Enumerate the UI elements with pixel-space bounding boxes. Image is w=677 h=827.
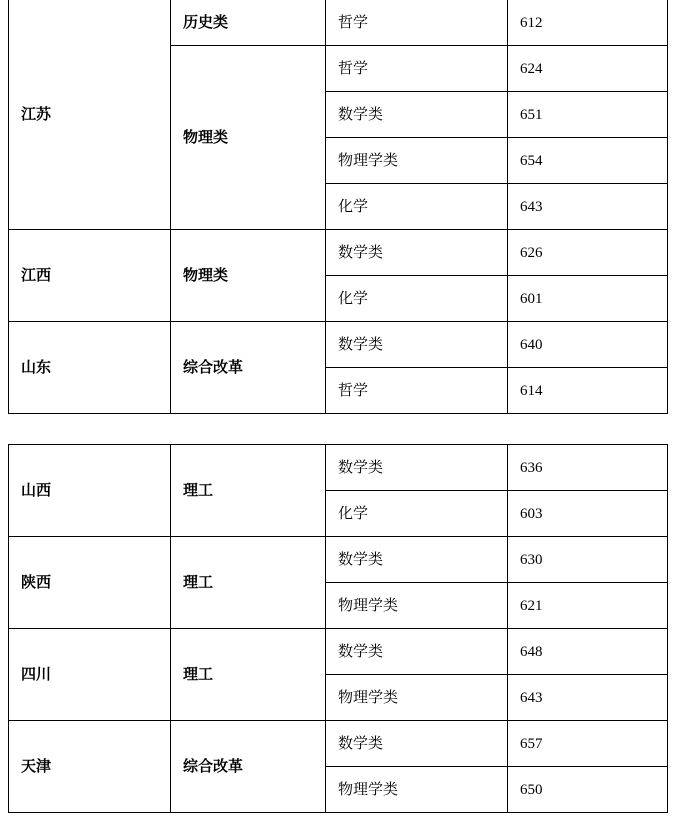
score-cell: 643	[508, 675, 668, 721]
province-cell: 江西	[9, 230, 171, 322]
table-row	[9, 322, 668, 368]
table-row	[9, 445, 668, 491]
score-cell: 651	[508, 92, 668, 138]
province-cell: 天津	[9, 721, 171, 813]
major-cell: 化学	[326, 184, 508, 230]
score-cell: 612	[508, 0, 668, 46]
major-cell: 物理学类	[326, 767, 508, 813]
province-cell: 江苏	[9, 0, 171, 230]
category-cell: 物理类	[171, 230, 326, 322]
score-cell: 601	[508, 276, 668, 322]
major-cell: 化学	[326, 491, 508, 537]
province-cell: 山西	[9, 445, 171, 537]
major-cell: 数学类	[326, 322, 508, 368]
major-cell: 数学类	[326, 537, 508, 583]
major-cell: 数学类	[326, 230, 508, 276]
score-cell: 626	[508, 230, 668, 276]
major-cell: 哲学	[326, 368, 508, 414]
score-table-top	[8, 0, 668, 414]
score-cell: 621	[508, 583, 668, 629]
major-cell: 哲学	[326, 0, 508, 46]
major-cell: 化学	[326, 276, 508, 322]
category-cell: 综合改革	[171, 322, 326, 414]
table-row	[9, 230, 668, 276]
province-cell: 山东	[9, 322, 171, 414]
score-cell: 643	[508, 184, 668, 230]
category-cell: 物理类	[171, 46, 326, 230]
table-row	[9, 0, 668, 46]
score-cell: 654	[508, 138, 668, 184]
table-row	[9, 629, 668, 675]
major-cell: 哲学	[326, 46, 508, 92]
score-cell: 614	[508, 368, 668, 414]
score-cell: 630	[508, 537, 668, 583]
province-cell: 四川	[9, 629, 171, 721]
province-cell: 陕西	[9, 537, 171, 629]
score-cell: 648	[508, 629, 668, 675]
category-cell: 综合改革	[171, 721, 326, 813]
score-cell: 640	[508, 322, 668, 368]
major-cell: 数学类	[326, 721, 508, 767]
major-cell: 物理学类	[326, 583, 508, 629]
score-table-bottom	[8, 444, 668, 813]
table-gap	[0, 414, 677, 444]
table-row	[9, 721, 668, 767]
score-cell: 624	[508, 46, 668, 92]
major-cell: 物理学类	[326, 675, 508, 721]
category-cell: 历史类	[171, 0, 326, 46]
score-cell: 650	[508, 767, 668, 813]
major-cell: 物理学类	[326, 138, 508, 184]
category-cell: 理工	[171, 629, 326, 721]
major-cell: 数学类	[326, 92, 508, 138]
major-cell: 数学类	[326, 629, 508, 675]
table-row	[9, 537, 668, 583]
score-cell: 657	[508, 721, 668, 767]
major-cell: 数学类	[326, 445, 508, 491]
category-cell: 理工	[171, 537, 326, 629]
score-cell: 603	[508, 491, 668, 537]
score-cell: 636	[508, 445, 668, 491]
category-cell: 理工	[171, 445, 326, 537]
